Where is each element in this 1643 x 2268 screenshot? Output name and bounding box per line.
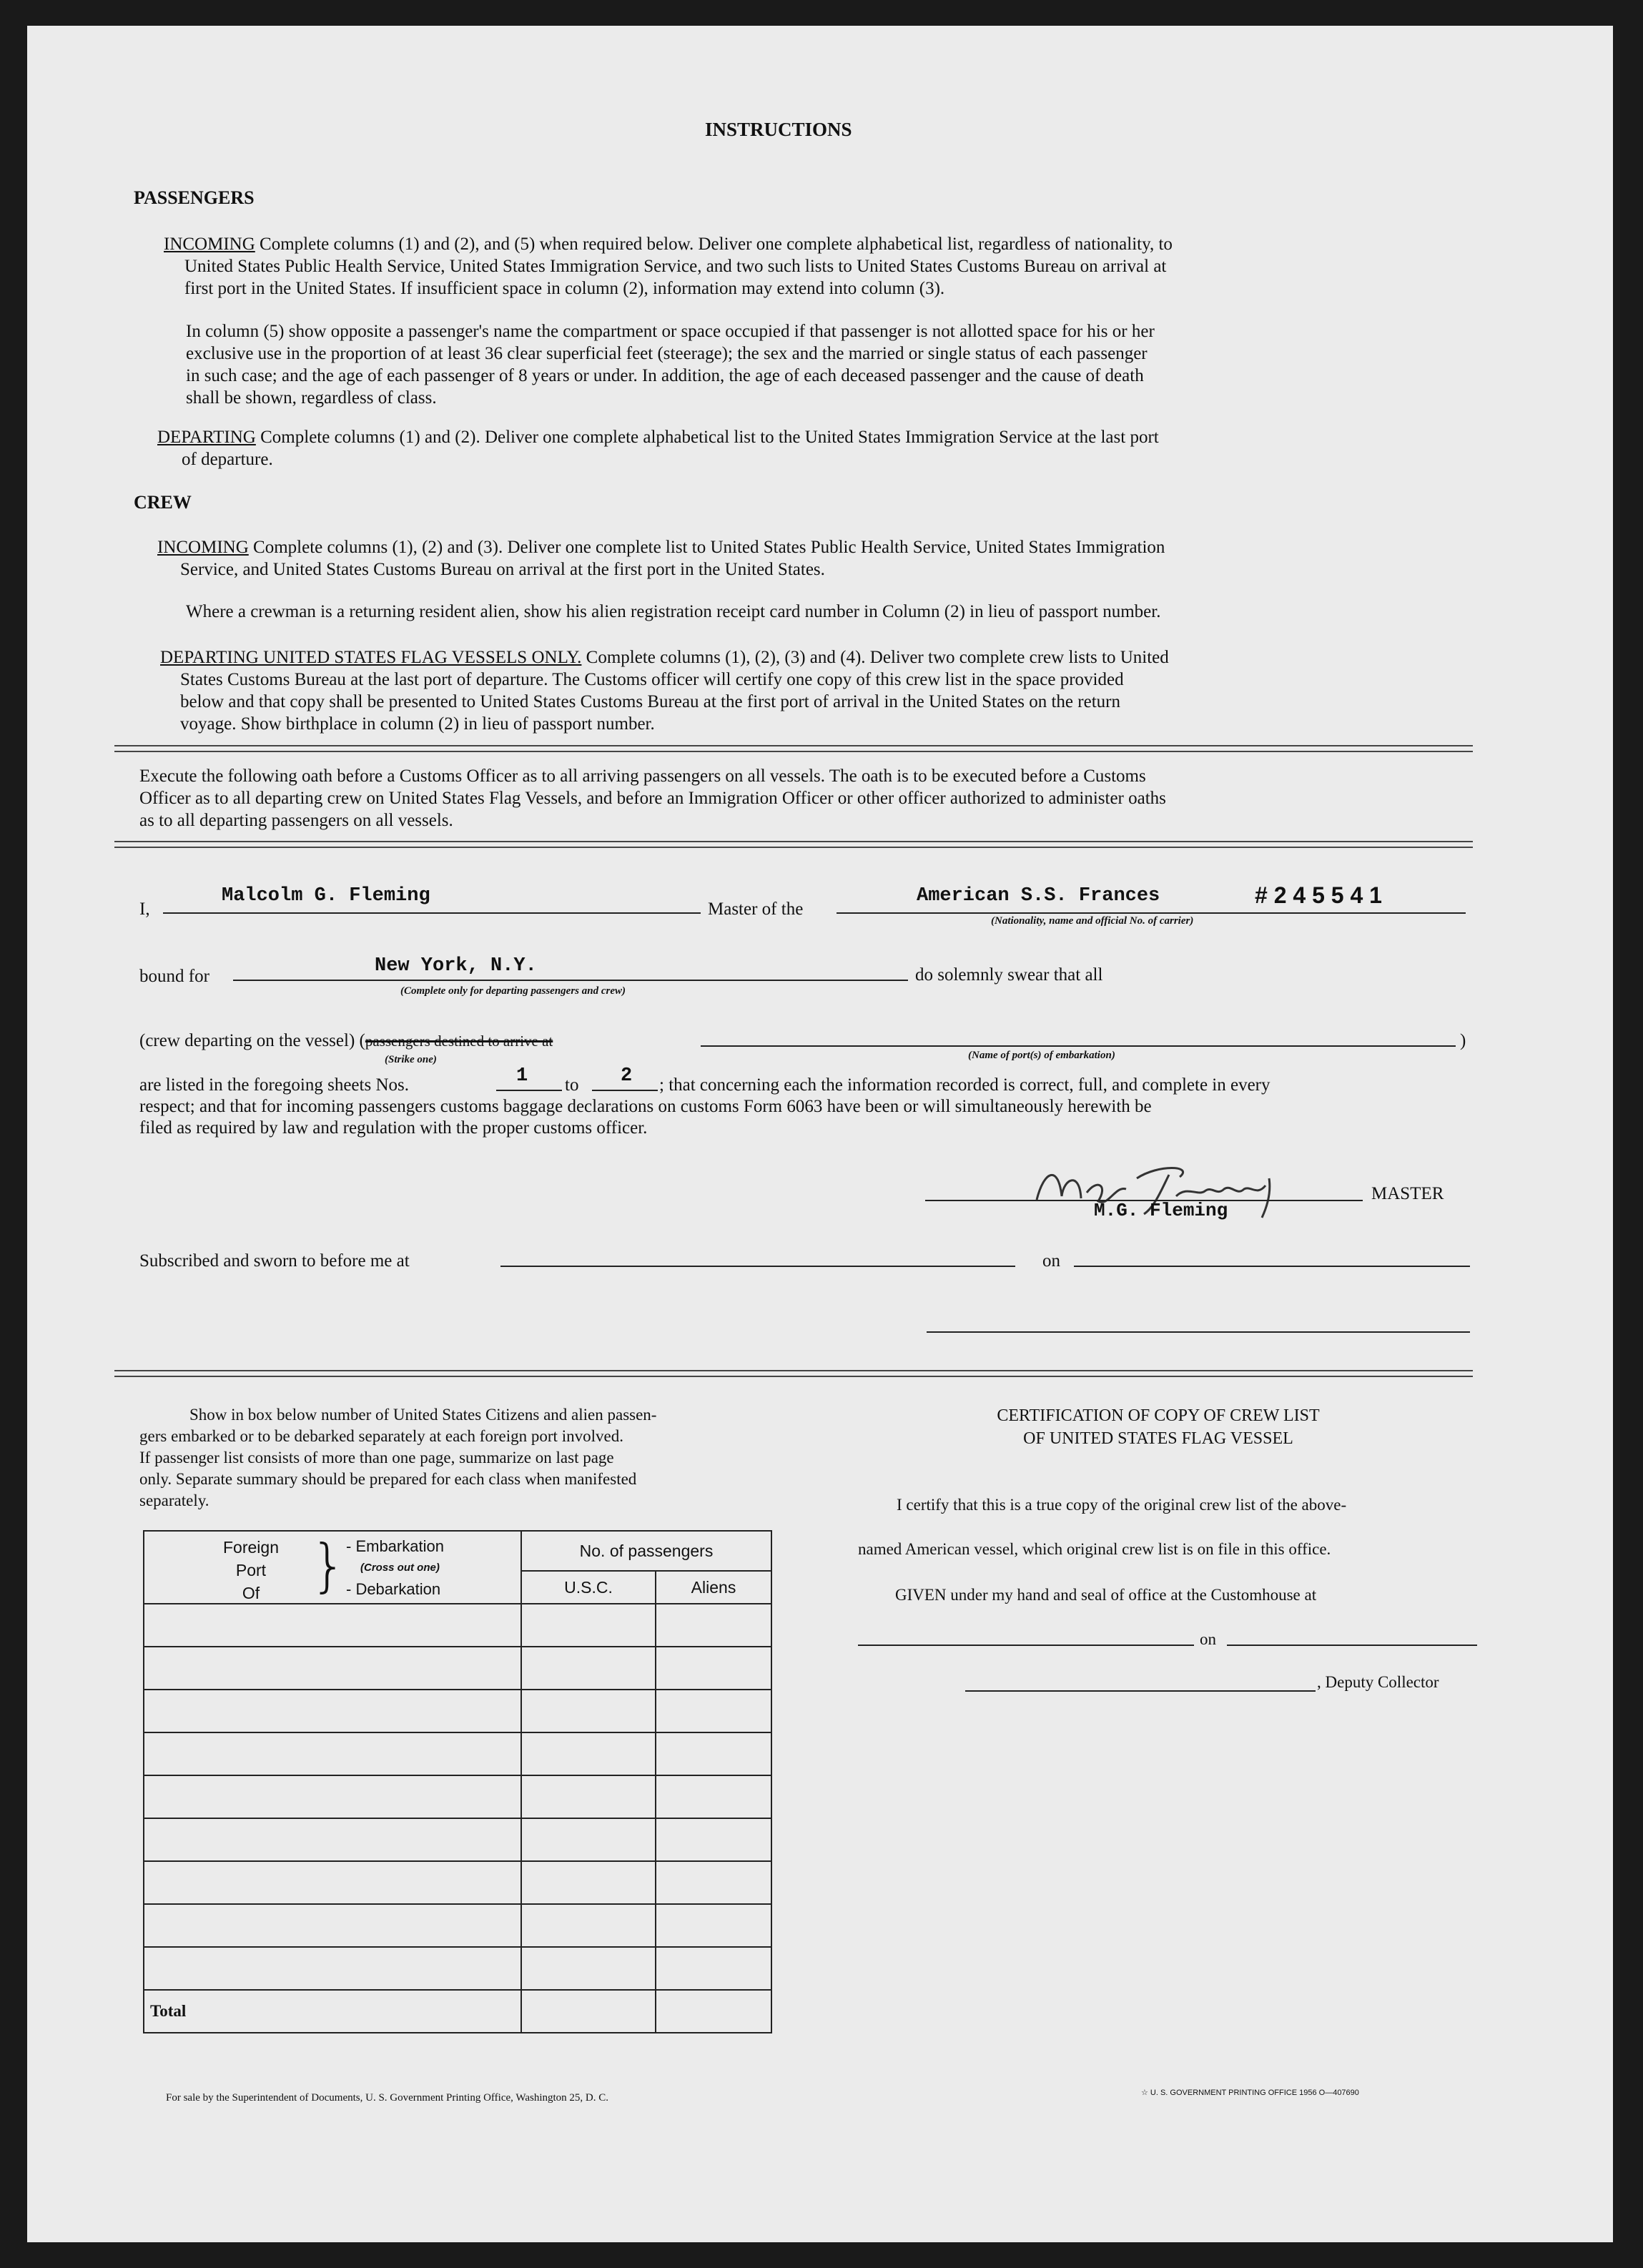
to-label: to: [565, 1075, 579, 1095]
aliens-cell[interactable]: [656, 1604, 771, 1647]
summary-line-4: only. Separate summary should be prepared for each class when manifested: [139, 1470, 637, 1488]
summary-line-1: Show in box below number of United States Citizens and alien passen-: [189, 1406, 657, 1424]
certification-on-label: on: [1200, 1630, 1216, 1648]
aliens-total-cell[interactable]: [656, 1990, 771, 2033]
strike-caption: (Strike one): [385, 1054, 437, 1065]
port-cell[interactable]: [144, 1818, 521, 1861]
certification-title: [844, 1404, 1473, 1450]
master-of-label: Master of the: [708, 899, 804, 919]
master-name-field[interactable]: Malcolm G. Fleming: [222, 885, 430, 907]
column5-line-2: exclusive use in the proportion of at least 36 clear superficial feet (steerage); the sex and the married or single status of each passenger: [186, 344, 1148, 363]
crew-incoming-line-1: Complete columns (1), (2) and (3). Deliver one complete list to United States Public Health Service, United States Immigration: [253, 538, 1165, 557]
sheet-from-line: [496, 1090, 562, 1091]
table-row: [144, 1732, 771, 1775]
crew-departing-line-2: States Customs Bureau at the last port of departure. The Customs officer will certify one copy of this crew list in the space provided: [180, 670, 1124, 689]
embarkation-option[interactable]: - Embarkation: [346, 1537, 444, 1555]
signature-typed-name: M.G. Fleming: [1094, 1200, 1228, 1221]
subscribed-on-label: on: [1042, 1251, 1060, 1271]
total-row: [144, 1990, 771, 2033]
port-cell[interactable]: [144, 1775, 521, 1818]
crew-departing-line-1: Complete columns (1), (2), (3) and (4). Deliver two complete crew lists to United: [586, 648, 1169, 667]
struck-option: passengers destined to arrive at: [365, 1032, 553, 1050]
port-cell[interactable]: [144, 1690, 521, 1732]
aliens-cell[interactable]: [656, 1647, 771, 1690]
crew-incoming-block: [157, 536, 1473, 581]
table-row: [144, 1904, 771, 1947]
crew-departing-line-4: voyage. Show birthplace in column (2) in lieu of passport number.: [180, 714, 655, 734]
master-label: MASTER: [1371, 1184, 1444, 1203]
master-name-line: [163, 912, 701, 914]
subscribed-label: Subscribed and sworn to before me at: [139, 1251, 410, 1271]
close-paren: ): [1460, 1031, 1466, 1050]
passengers-departing-label: DEPARTING: [157, 428, 256, 447]
vessel-line: [837, 912, 1466, 914]
certification-text-1: I certify that this is a true copy of the original crew list of the above-: [897, 1496, 1347, 1514]
usc-cell[interactable]: [521, 1775, 656, 1818]
of-label: Of: [242, 1584, 260, 1602]
customhouse-line: [858, 1645, 1194, 1646]
deputy-collector-line: [965, 1690, 1316, 1692]
no-passengers-header: No. of passengers: [521, 1531, 771, 1571]
passengers-departing-line-2: of departure.: [182, 450, 273, 469]
summary-line-2: gers embarked or to be debarked separately at each foreign port involved.: [139, 1427, 623, 1445]
crew-departing-label: DEPARTING UNITED STATES FLAG VESSELS ONLY.: [160, 648, 582, 667]
oath-i-label: I,: [139, 899, 150, 919]
certification-date-line: [1227, 1645, 1477, 1646]
port-header-cell: [144, 1531, 521, 1604]
usc-cell[interactable]: [521, 1647, 656, 1690]
aliens-cell[interactable]: [656, 1904, 771, 1947]
usc-total-cell[interactable]: [521, 1990, 656, 2033]
column5-instructions: [186, 320, 1473, 409]
table-row: [144, 1647, 771, 1690]
usc-cell[interactable]: [521, 1861, 656, 1904]
crew-heading: CREW: [134, 492, 192, 513]
column5-line-1: In column (5) show opposite a passenger's name the compartment or space occupied if that passenger is not allotted space for his or her: [186, 322, 1155, 341]
oath-intro: [139, 765, 1476, 832]
aliens-header: Aliens: [656, 1571, 771, 1604]
table-row: [144, 1818, 771, 1861]
total-label: Total: [144, 1990, 521, 2033]
aliens-cell[interactable]: [656, 1818, 771, 1861]
aliens-cell[interactable]: [656, 1732, 771, 1775]
bound-for-caption: (Complete only for departing passengers and crew): [400, 985, 626, 997]
port-cell[interactable]: [144, 1647, 521, 1690]
section-divider: [114, 1370, 1473, 1377]
port-cell[interactable]: [144, 1732, 521, 1775]
bound-for-line: [233, 980, 908, 981]
table-row: [144, 1690, 771, 1732]
passengers-incoming-block: [164, 233, 1472, 300]
oath-intro-line-1: Execute the following oath before a Customs Officer as to all arriving passengers on all vessels. The oath is to be executed before a Customs: [139, 766, 1146, 786]
sheet-from-field[interactable]: 1: [516, 1065, 528, 1087]
passengers-incoming-line-2: United States Public Health Service, United States Immigration Service, and two such lists to United States Customs Bureau on arrival at: [184, 257, 1167, 276]
ports-caption: (Name of port(s) of embarkation): [968, 1050, 1115, 1061]
port-cell[interactable]: [144, 1604, 521, 1647]
cross-out-note: (Cross out one): [360, 1562, 440, 1574]
certification-title-line-2: OF UNITED STATES FLAG VESSEL: [1023, 1429, 1293, 1448]
crew-departing-line-3: below and that copy shall be presented to United States Customs Bureau at the first port of arrival in the United States on the return: [180, 692, 1120, 711]
oath-intro-line-2: Officer as to all departing crew on United States Flag Vessels, and before an Immigration Officer or other officer authorized to administer oaths: [139, 789, 1166, 808]
column5-line-3: in such case; and the age of each passenger of 8 years or under. In addition, the age of each deceased passenger and the cause of death: [186, 366, 1144, 385]
brace-glyph: }: [310, 1532, 347, 1599]
listed-text-cont: ; that concerning each the information recorded is correct, full, and complete in every: [659, 1075, 1271, 1095]
footer-gpo-note: ☆ U. S. GOVERNMENT PRINTING OFFICE 1956 O—407690: [1141, 2089, 1359, 2097]
passengers-departing-line-1: Complete columns (1) and (2). Deliver one complete alphabetical list to the United States Immigration Service at the last port: [260, 428, 1159, 447]
officer-signature-line: [927, 1331, 1470, 1333]
usc-cell[interactable]: [521, 1604, 656, 1647]
usc-cell[interactable]: [521, 1818, 656, 1861]
usc-cell[interactable]: [521, 1904, 656, 1947]
usc-cell[interactable]: [521, 1947, 656, 1990]
bound-for-field[interactable]: New York, N.Y.: [375, 955, 537, 977]
aliens-cell[interactable]: [656, 1690, 771, 1732]
deputy-collector-label: , Deputy Collector: [1317, 1673, 1439, 1691]
usc-cell[interactable]: [521, 1690, 656, 1732]
sheet-to-line: [592, 1090, 658, 1091]
summary-instructions: [139, 1404, 776, 1512]
passengers-incoming-line-1: Complete columns (1) and (2), and (5) when required below. Deliver one complete alphabetical list, regardless of nationality, to: [260, 235, 1173, 254]
subscribed-place-line: [500, 1266, 1015, 1267]
table-row: [144, 1775, 771, 1818]
bound-for-label: bound for: [139, 967, 209, 986]
table-row: [144, 1861, 771, 1904]
column5-line-4: shall be shown, regardless of class.: [186, 388, 437, 408]
footer-sale-note: For sale by the Superintendent of Documents, U. S. Government Printing Office, Washington 25, D. C.: [166, 2092, 608, 2104]
table-row: [144, 1947, 771, 1990]
page-title: INSTRUCTIONS: [705, 119, 852, 140]
port-cell[interactable]: [144, 1947, 521, 1990]
foreign-label: Foreign: [223, 1538, 279, 1557]
filed-text: filed as required by law and regulation with the proper customs officer.: [139, 1118, 648, 1138]
vessel-caption: (Nationality, name and official No. of carrier): [991, 915, 1194, 927]
aliens-cell[interactable]: [656, 1947, 771, 1990]
vessel-field[interactable]: American S.S. Frances: [917, 885, 1160, 907]
table-row: [144, 1604, 771, 1647]
crew-departing-block: [160, 646, 1476, 735]
respect-text: respect; and that for incoming passengers customs baggage declarations on customs Form 6063 have been or will simultaneously herewith be: [139, 1097, 1152, 1116]
subscribed-date-line: [1074, 1266, 1470, 1267]
passengers-incoming-label: INCOMING: [164, 235, 255, 254]
ports-line: [701, 1045, 1456, 1047]
oath-intro-line-3: as to all departing passengers on all vessels.: [139, 811, 453, 830]
crew-departing-option: (crew departing on the vessel) (: [139, 1031, 365, 1050]
summary-line-3: If passenger list consists of more than one page, summarize on last page: [139, 1449, 614, 1466]
port-cell[interactable]: [144, 1861, 521, 1904]
vessel-number-field[interactable]: # 2 4 5 5 4 1: [1255, 882, 1382, 908]
certification-title-line-1: CERTIFICATION OF COPY OF CREW LIST: [997, 1406, 1320, 1425]
section-divider: [114, 841, 1473, 848]
usc-header: U.S.C.: [521, 1571, 656, 1604]
aliens-cell[interactable]: [656, 1861, 771, 1904]
port-label: Port: [235, 1561, 267, 1579]
swear-text: do solemnly swear that all: [915, 965, 1103, 985]
certification-text-3: GIVEN under my hand and seal of office at the Customhouse at: [895, 1586, 1317, 1604]
passengers-heading: PASSENGERS: [134, 187, 255, 208]
passenger-summary-table: [143, 1530, 772, 2033]
usc-cell[interactable]: [521, 1732, 656, 1775]
certification-text-2: named American vessel, which original crew list is on file in this office.: [858, 1540, 1331, 1558]
listed-text: are listed in the foregoing sheets Nos.: [139, 1075, 409, 1095]
summary-line-5: separately.: [139, 1492, 209, 1509]
passengers-departing-block: [157, 426, 1473, 470]
crew-incoming-line-2: Service, and United States Customs Bureau on arrival at the first port in the United States.: [180, 560, 825, 579]
sheet-to-field[interactable]: 2: [621, 1065, 633, 1087]
crew-incoming-label: INCOMING: [157, 538, 249, 557]
port-cell[interactable]: [144, 1904, 521, 1947]
aliens-cell[interactable]: [656, 1775, 771, 1818]
debarkation-option[interactable]: - Debarkation: [346, 1580, 441, 1598]
crew-resident-text: Where a crewman is a returning resident alien, show his alien registration receipt card number in Column (2) in lieu of passport number.: [186, 602, 1161, 621]
crew-departing-text: [139, 1030, 553, 1052]
section-divider: [114, 745, 1473, 752]
passengers-incoming-line-3: first port in the United States. If insufficient space in column (2), information may extend into column (3).: [184, 279, 945, 298]
